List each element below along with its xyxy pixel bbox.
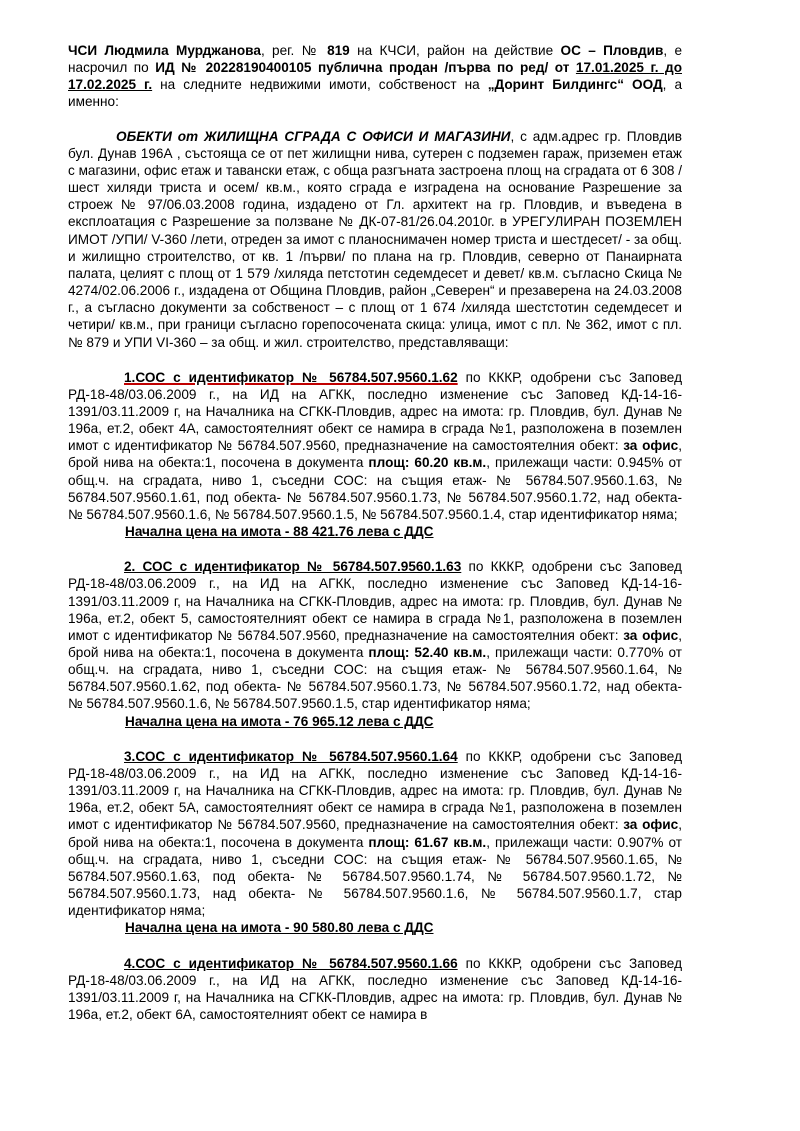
property-area: площ: 52.40 кв.м.: [368, 645, 487, 660]
property-item-1: [68, 369, 682, 541]
property-price: Начална цена на имота - 90 580.80 лева с ДДС: [125, 920, 434, 936]
object-heading: ОБЕКТИ от ЖИЛИЩНА СГРАДА С ОФИСИ И МАГАЗИНИ: [116, 128, 511, 144]
property-item-body: 2. СОС с идентификатор № 56784.507.9560.1.63 по КККР, одобрени със Заповед РД-18-48/03.06.2009 г., на ИД на АГКК, последно изменение със Заповед КД-14-16-1391/03.11.2009 г, на Началника на СГКК-Пловдив, адрес на имота: гр. Пловдив, бул. Дунав № 196а, ет.2, обект 5, самостоятелният обект се намира в сграда №1, разположена в поземлен имот с идентификатор № 56784.507.9560, предназначение на самостоятелния обект: за офис, брой нива на обекта:1, посочена в документа площ: 52.40 кв.м., прилежащи части: 0.770% от общ.ч. на сградата, ниво 1, съседни СОС: на същия етаж- № 56784.507.9560.1.64, № 56784.507.9560.1.62, под обекта- № 56784.507.9560.1.73, № 56784.507.9560.1.72, над обекта- № 56784.507.9560.1.6, № 56784.507.9560.1.5, стар идентификатор няма;: [68, 559, 683, 712]
property-item-3: [68, 748, 682, 937]
property-price: Начална цена на имота - 76 965.12 лева с ДДС: [125, 713, 434, 729]
owner-name: „Доринт Билдингс“ ООД: [487, 77, 663, 93]
property-price: Начална цена на имота - 88 421.76 лева с ДДС: [125, 524, 434, 540]
property-item-2: [68, 558, 682, 730]
property-title: 4.СОС с идентификатор № 56784.507.9560.1.66: [124, 955, 458, 971]
object-description: ОБЕКТИ от ЖИЛИЩНА СГРАДА С ОФИСИ И МАГАЗИНИ, с адм.адрес гр. Пловдив бул. Дунав 196А , състояща се от пет жилищни нива, сутерен с подземен гараж, приземен етаж с магазини, офис етаж и тавански етаж, с обща разгъната застроена площ на сградата от 6 308 /шест хиляди триста и осем/ кв.м., която сграда е изградена на основание Разрешение за строеж № 97/06.03.2008 година, издадено от Гл. архитект на гр. Пловдив, и въведена в експлоатация с Разрешение за ползване № ДК-07-81/26.04.2010г. в УРЕГУЛИРАН ПОЗЕМЛЕН ИМОТ /УПИ/ V-360 /лети, отреден за имот с планоснимачен номер триста и шестдесет/ - за общ. и жилищно строителство, от кв. 1 /първи/ по плана на гр. Пловдив, северно от Панаирната палата, целият с площ от 1 579 /хиляда петстотин седемдесет и девет/ кв.м. съгласно Скица № 4274/02.06.2006 г., издадена от Община Пловдив, район „Северен“ и презаверена на 24.03.2008 г., а съгласно документи за собственост – с площ от 1 674 /хиляда шестстотин седемдесет и четири/ кв.м., при граници съгласно горепосочената скица: улица, имот с пл. № 362, имот с пл. № 879 и УПИ VI-360 – за общ. и жил. строителство, представляващи:: [68, 128, 682, 350]
property-area: площ: 60.20 кв.м.: [368, 455, 487, 471]
officer-name: ЧСИ Людмила Мурджанова: [68, 43, 261, 58]
property-item-4: [68, 955, 682, 1024]
district: ОС – Пловдив: [560, 43, 664, 58]
property-area: площ: 61.67 кв.м.: [368, 834, 487, 850]
auction-dates: 17.01.2025 г. до 17.02.2025 г.: [68, 60, 682, 93]
property-title: 1.СОС с идентификатор № 56784.507.9560.1.62: [124, 369, 458, 385]
registration-number: 819: [327, 43, 350, 58]
property-title: 3.СОС с идентификатор № 56784.507.9560.1.64: [124, 748, 458, 764]
intro-paragraph: ЧСИ Людмила Мурджанова, рег. № 819 на КЧСИ, район на действие ОС – Пловдив, е насрочил по ИД № 20228190400105 публична продан /първа по ред/ от 17.01.2025 г. до 17.02.2025 г. на следните недвижими имоти, собственост на „Доринт Билдингс“ ООД, а именно:: [68, 43, 683, 110]
property-item-body: 1.СОС с идентификатор № 56784.507.9560.1.62 по КККР, одобрени със Заповед РД-18-48/03.06.2009 г., на ИД на АГКК, последно изменение със Заповед КД-14-16-1391/03.11.2009 г, на Началника на СГКК-Пловдив, адрес на имота: гр. Пловдив, бул. Дунав № 196а, ет.2, обект 4А, самостоятелният обект се намира в сграда №1, разположена в поземлен имот с идентификатор № 56784.507.9560, предназначение на самостоятелния обект: за офис, брой нива на обекта:1, посочена в документа площ: 60.20 кв.м., прилежащи части: 0.945% от общ.ч. на сградата, ниво 1, съседни СОС: на същия етаж- № 56784.507.9560.1.63, № 56784.507.9560.1.61, под обекта- № 56784.507.9560.1.73, № 56784.507.9560.1.72, над обекта- № 56784.507.9560.1.6, № 56784.507.9560.1.5, № 56784.507.9560.1.4, стар идентификатор няма;: [68, 369, 683, 522]
property-item-body: 3.СОС с идентификатор № 56784.507.9560.1.64 по КККР, одобрени със Заповед РД-18-48/03.06.2009 г., на ИД на АГКК, последно изменение със Заповед КД-14-16-1391/03.11.2009 г, на Началника на СГКК-Пловдив, адрес на имота: гр. Пловдив, бул. Дунав № 196а, ет.2, обект 5А, самостоятелният обект се намира в сграда №1, разположена в поземлен имот с идентификатор № 56784.507.9560, предназначение на самостоятелния обект: за офис, брой нива на обекта:1, посочена в документа площ: 61.67 кв.м., прилежащи части: 0.907% от общ.ч. на сградата, ниво 1, съседни СОС: на същия етаж- № 56784.507.9560.1.65, № 56784.507.9560.1.63, под обекта- № 56784.507.9560.1.74, № 56784.507.9560.1.72, № 56784.507.9560.1.73, над обекта- № 56784.507.9560.1.6, № 56784.507.9560.1.7, стар идентификатор няма;: [68, 748, 683, 919]
case-number: ИД № 20228190400105 публична продан /първа по ред/ от: [155, 60, 576, 76]
property-item-body: 4.СОС с идентификатор № 56784.507.9560.1.66 по КККР, одобрени със Заповед РД-18-48/03.06.2009 г., на ИД на АГКК, последно изменение със Заповед КД-14-16-1391/03.11.2009 г, на Началника на СГКК-Пловдив, адрес на имота: гр. Пловдив, бул. Дунав № 196а, ет.2, обект 6А, самостоятелният обект се намира в: [68, 955, 682, 1022]
property-title: 2. СОС с идентификатор № 56784.507.9560.1.63: [124, 559, 462, 575]
